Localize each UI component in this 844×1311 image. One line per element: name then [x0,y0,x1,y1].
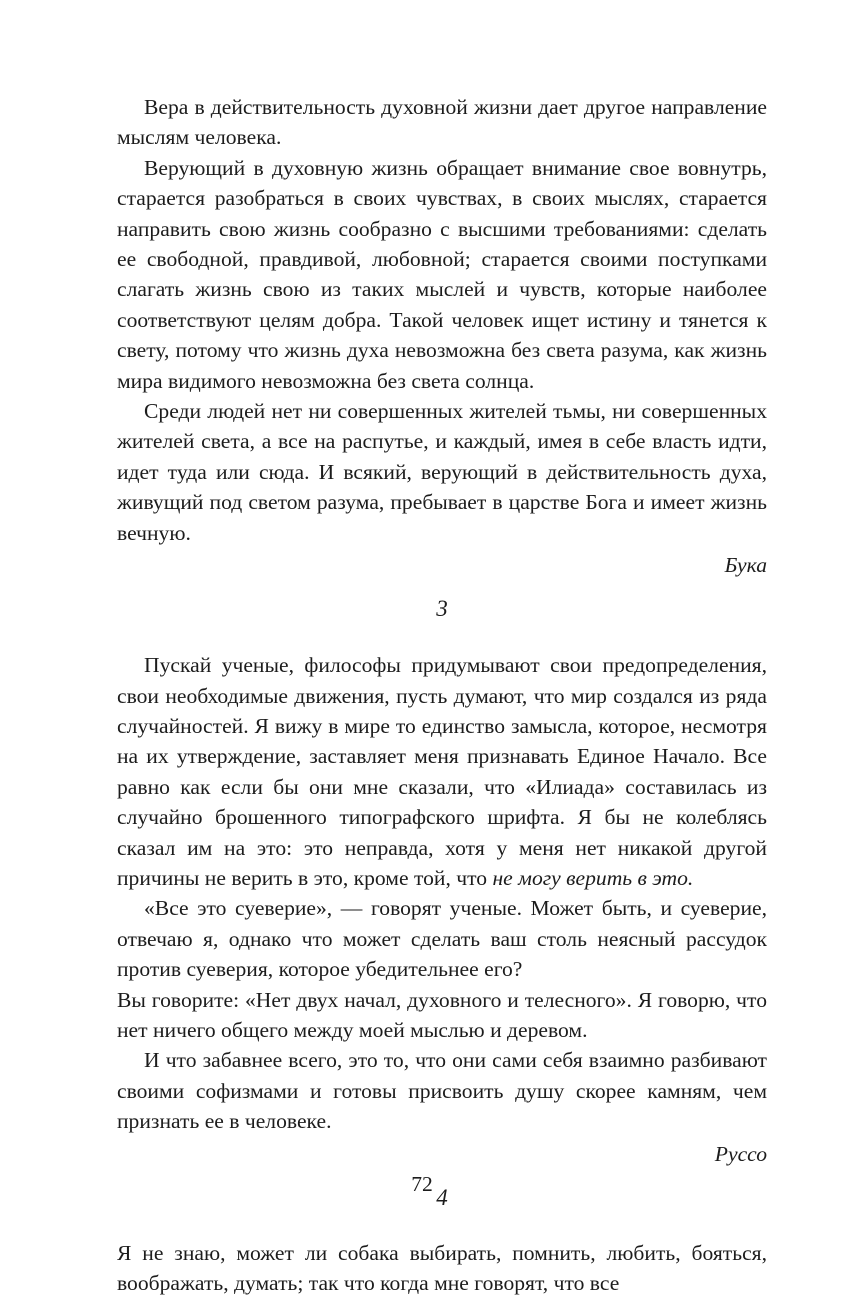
paragraph: Верующий в духовную жизнь обращает внимание свое вовнутрь, старается разобраться в своих чувствах, в своих мыслях, старается направить свою жизнь сообразно с высшими требованиями: сделать ее свободной, правдивой, любовной; старается своими поступками слагать жизнь свою из таких мыслей и чувств, которые наиболее соответствуют целям добра. Такой человек ищет истину и тянется к свету, потому что жизнь духа невозможна без света разума, как жизнь мира видимого невозможна без света солнца. [117,155,767,393]
section-spacer [117,1213,767,1238]
paragraph: Я не знаю, может ли собака выбирать, помнить, любить, бояться, воображать, думать; так что когда мне говорят, что все [117,1240,767,1295]
section-number: 3 [436,596,448,622]
paragraph: Среди людей нет ни совершенных жителей тьмы, ни совершенных жителей света, а все на распутье, и каждый, имея в себе власть идти, идет туда или сюда. И всякий, верующий в действительность духа, живущий под светом разума, пребывает в царстве Бога и имеет жизнь вечную. [117,399,767,545]
section-number: 4 [436,1184,448,1210]
paragraph: Вера в действительность духовной жизни дает другое направление мыслям человека. [117,95,767,150]
page-number: 72 [411,1172,433,1196]
paragraph: Вы говорите: «Нет двух начал, духовного и телесного». Я говорю, что нет ничего общего между моей мыслью и деревом. [117,987,767,1042]
paragraph-text: Пускай ученые, философы придумывают свои предопределения, свои необходимые движения, пусть думают, что мир создался из ряда случайностей. Я вижу в мире то единство замысла, которое, несмотря на их утверждение, заставляет меня признавать Единое Начало. Все равно как если бы они мне сказали, что «Илиада» составилась из случайно брошенного типографского шрифта. Я бы не колеблясь сказал им на это: это неправда, хотя у меня нет никакой другой причины не верить в это, кроме той, что [117,653,767,890]
book-page [117,92,767,1298]
attribution: Бука [724,553,767,578]
paragraph: И что забавнее всего, это то, что они сами себя взаимно разбивают своими софизмами и готовы присвоить душу скорее камням, чем признать ее в человеке. [117,1048,767,1134]
paragraph [117,650,767,893]
attribution: Руссо [714,1141,767,1166]
paragraph: «Все это суеверие», — говорят ученые. Может быть, и суеверие, отвечаю я, однако что может сделать ваш столь неясный рассудок против суеверия, которое убедительнее его? [117,896,767,982]
italic-emphasis: не могу верить в это. [492,865,694,890]
section-spacer [117,624,767,650]
